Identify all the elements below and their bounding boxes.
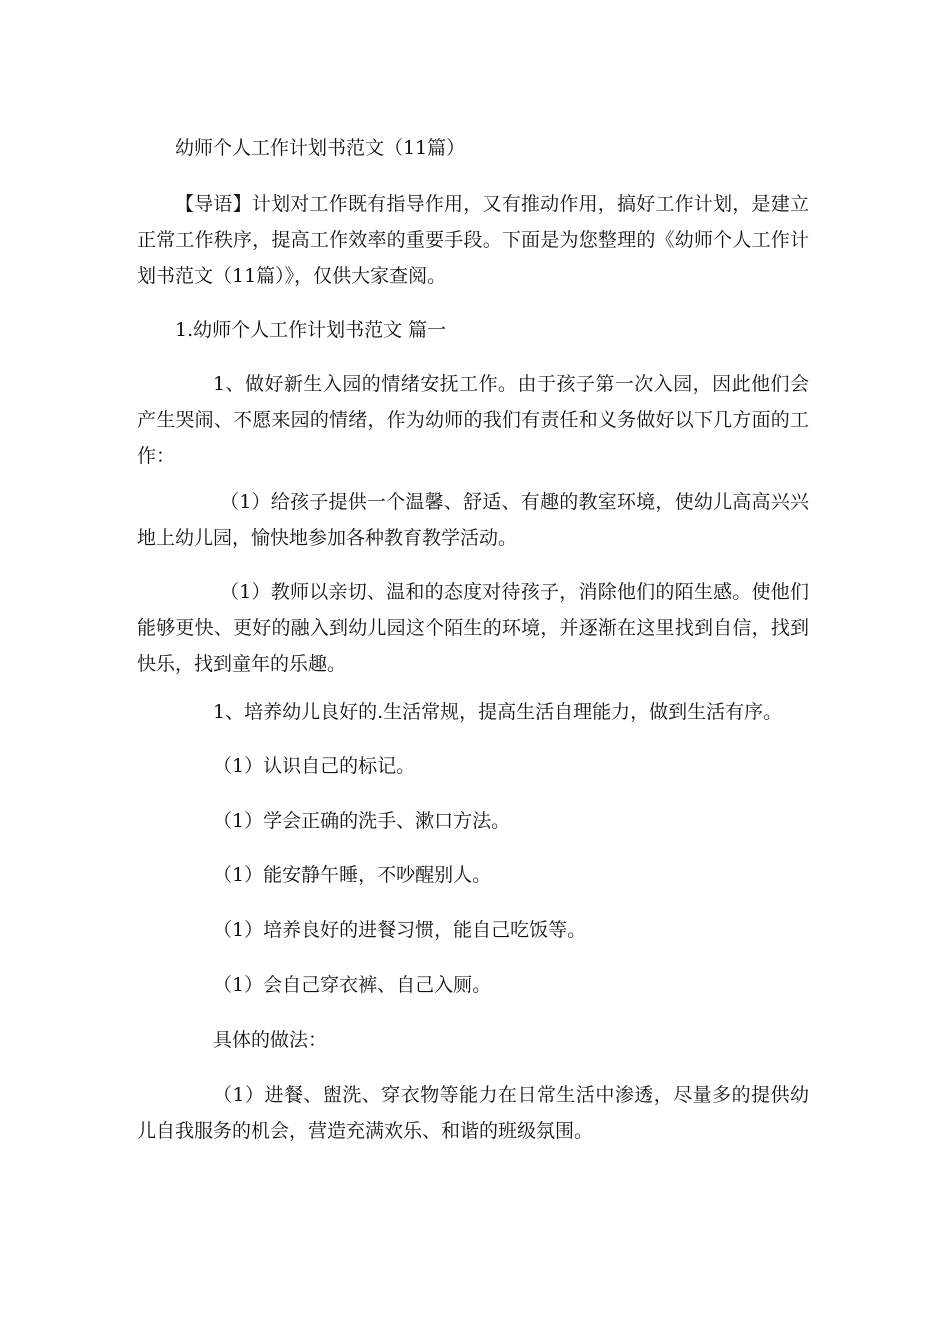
intro-paragraph: 【导语】计划对工作既有指导作用，又有推动作用，搞好工作计划，是建立正常工作秩序，提高工作效率的重要手段。下面是为您整理的《幼师个人工作计划书范文（11篇）》，仅供大家查阅。	[137, 193, 809, 287]
paragraph: （1）进餐、盥洗、穿衣物等能力在日常生活中渗透，尽量多的提供幼儿自我服务的机会，营造充满欢乐、和谐的班级氛围。	[137, 1084, 809, 1142]
paragraph: （1）教师以亲切、温和的态度对待孩子，消除他们的陌生感。使他们能够更快、更好的融入到幼儿园这个陌生的环境，并逐渐在这里找到自信，找到快乐，找到童年的乐趣。	[137, 581, 809, 675]
document-title: 幼师个人工作计划书范文（11篇）	[175, 137, 466, 159]
list-item: （1）会自己穿衣裤、自己入厕。	[213, 974, 492, 996]
list-item: （1）认识自己的标记。	[213, 755, 416, 777]
paragraph: 1、做好新生入园的情绪安抚工作。由于孩子第一次入园，因此他们会产生哭闹、不愿来园的情绪，作为幼师的我们有责任和义务做好以下几方面的工作：	[137, 373, 809, 467]
list-item: （1）能安静午睡，不吵醒别人。	[213, 864, 492, 886]
paragraph: 1、培养幼儿良好的.生活常规，提高生活自理能力，做到生活有序。	[213, 701, 783, 723]
paragraph: 具体的做法：	[213, 1029, 328, 1051]
list-item: （1）培养良好的进餐习惯，能自己吃饭等。	[213, 919, 587, 941]
section-heading: 1.幼师个人工作计划书范文 篇一	[175, 319, 447, 341]
list-item: （1）学会正确的洗手、漱口方法。	[213, 810, 511, 832]
paragraph: （1）给孩子提供一个温馨、舒适、有趣的教室环境，使幼儿高高兴兴地上幼儿园，愉快地参加各种教育教学活动。	[137, 491, 809, 549]
